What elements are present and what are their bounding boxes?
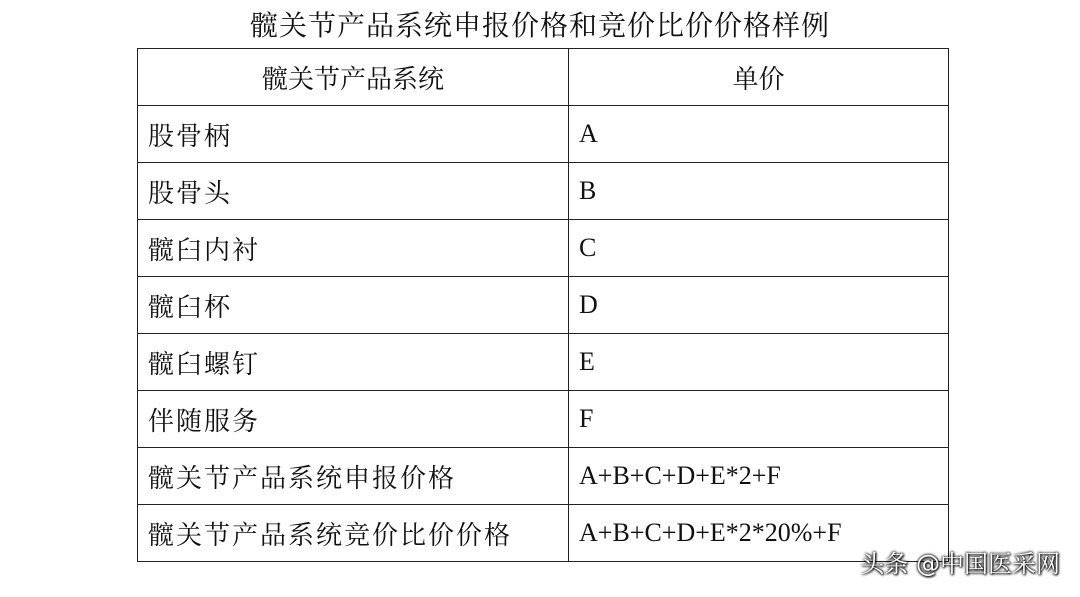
table-row: [138, 277, 949, 334]
watermark-text: 头条 @中国医采网: [860, 550, 1060, 578]
header-unit-price: 单价: [569, 49, 949, 106]
table-header-row: [138, 49, 949, 106]
product-name-cell: 股骨头: [138, 163, 569, 220]
table-row: [138, 106, 949, 163]
document-title: 髋关节产品系统申报价格和竞价比价价格样例: [249, 9, 830, 42]
table-row: [138, 391, 949, 448]
unit-price-cell: A: [569, 106, 949, 163]
unit-price-cell: E: [569, 334, 949, 391]
product-name-cell: 股骨柄: [138, 106, 569, 163]
product-name-cell: 髋臼内衬: [138, 220, 569, 277]
unit-price-cell: F: [569, 391, 949, 448]
table-row: [138, 448, 949, 505]
product-name-cell: 髋关节产品系统申报价格: [138, 448, 569, 505]
unit-price-cell: C: [569, 220, 949, 277]
unit-price-cell: D: [569, 277, 949, 334]
product-name-cell: 髋臼螺钉: [138, 334, 569, 391]
unit-price-cell: A+B+C+D+E*2*20%+F: [569, 505, 949, 562]
product-name-cell: 髋关节产品系统竞价比价价格: [138, 505, 569, 562]
table-row: [138, 163, 949, 220]
product-name-cell: 髋臼杯: [138, 277, 569, 334]
table-row: [138, 505, 949, 562]
header-product-system: 髋关节产品系统: [138, 49, 569, 106]
table-row: [138, 334, 949, 391]
unit-price-cell: A+B+C+D+E*2+F: [569, 448, 949, 505]
price-table: [137, 48, 949, 562]
product-name-cell: 伴随服务: [138, 391, 569, 448]
unit-price-cell: B: [569, 163, 949, 220]
table-row: [138, 220, 949, 277]
